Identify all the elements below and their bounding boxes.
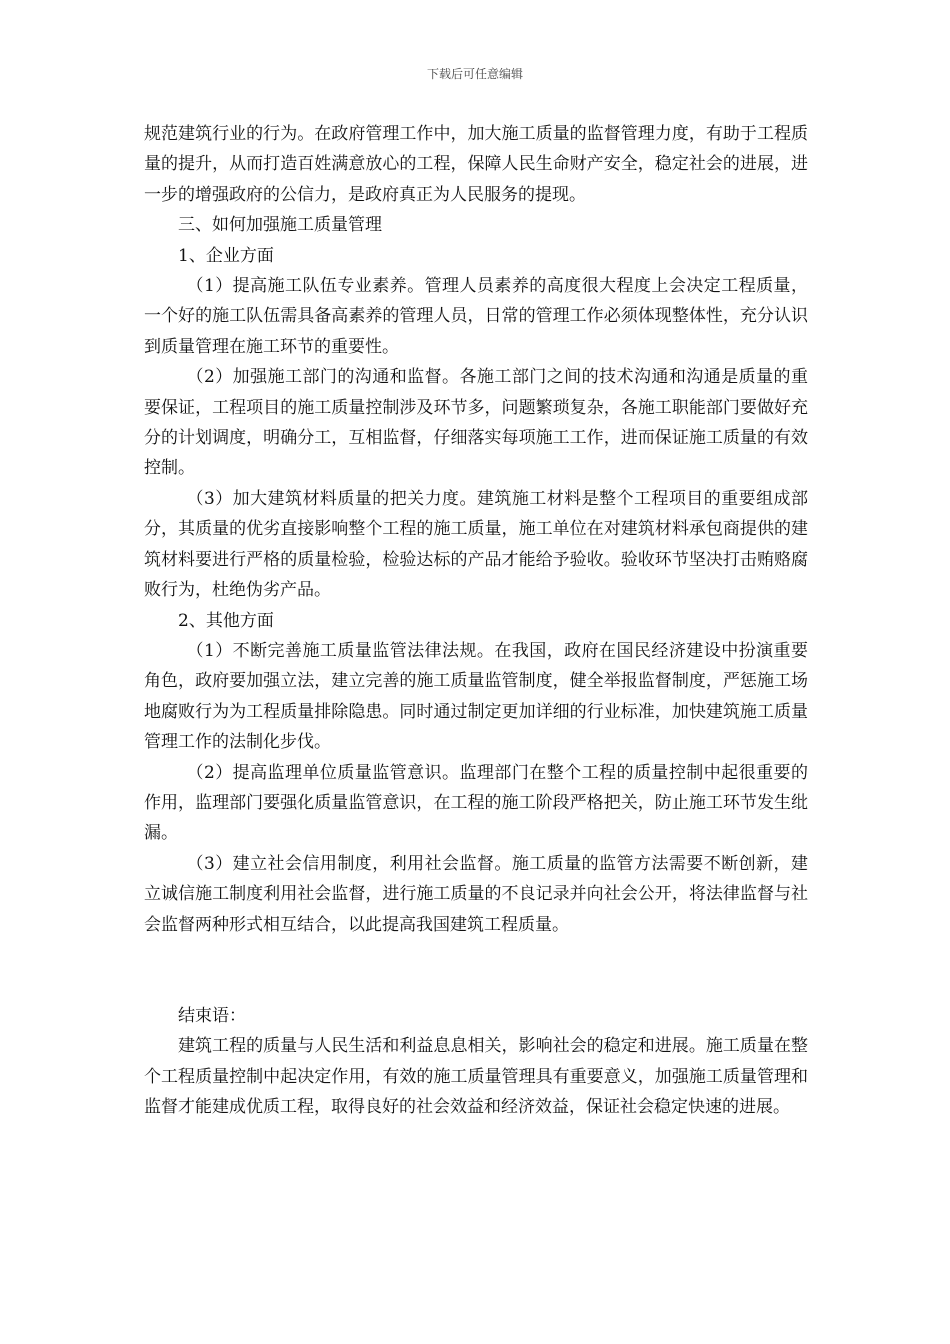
conclusion-heading: 结束语：: [178, 1005, 246, 1026]
conclusion-paragraph: 建筑工程的质量与人民生活和利益息息相关，影响社会的稳定和进展。施工质量在整个工程质量控制中起决定作用，有效的施工质量管理具有重要意义，加强施工质量管理和监督才能建成优质工程，取得良好的社会效益和经济效益，保证社会稳定快速的进展。: [144, 1036, 808, 1118]
other-point-1: （1）不断完善施工质量监管法律法规。在我国，政府在国民经济建设中扮演重要角色，政府要加强立法，建立完善的施工质量监管制度，健全举报监督制度，严惩施工场地腐败行为为工程质量排除隐患。同时通过制定更加详细的行业标准，加快建筑施工质量管理工作的法制化步伐。: [144, 640, 808, 753]
document-body: [144, 119, 808, 1123]
blank-gap: [144, 940, 808, 1001]
page-header-note: 下载后可任意编辑: [426, 67, 523, 81]
enterprise-point-2: （2）加强施工部门的沟通和监督。各施工部门之间的技术沟通和沟通是质量的重要保证，工程项目的施工质量控制涉及环节多，问题繁琐复杂，各施工职能部门要做好充分的计划调度，明确分工，互相监督，仔细落实每项施工工作，进而保证施工质量的有效控制。: [144, 367, 808, 479]
enterprise-point-1: （1）提高施工队伍专业素养。管理人员素养的高度很大程度上会决定工程质量，一个好的施工队伍需具备高素养的管理人员，日常的管理工作必须体现整体性，充分认识到质量管理在施工环节的重要性。: [144, 276, 808, 357]
other-point-2: （2）提高监理单位质量监管意识。监理部门在整个工程的质量控制中起很重要的作用，监理部门要强化质量监管意识，在工程的施工阶段严格把关，防止施工环节发生纰漏。: [144, 762, 808, 844]
other-heading: 2、其他方面: [178, 610, 274, 631]
other-point-3: （3）建立社会信用制度，利用社会监督。施工质量的监管方法需要不断创新，建立诚信施工制度利用社会监督，进行施工质量的不良记录并向社会公开，将法律监督与社会监督两种形式相互结合，以此提高我国建筑工程质量。: [144, 853, 808, 935]
enterprise-point-3: （3）加大建筑材料质量的把关力度。建筑施工材料是整个工程项目的重要组成部分，其质量的优劣直接影响整个工程的施工质量，施工单位在对建筑材料承包商提供的建筑材料要进行严格的质量检验，检验达标的产品才能给予验收。验收环节坚决打击贿赂腐败行为，杜绝伪劣产品。: [144, 488, 808, 601]
section-3-heading: 三、如何加强施工质量管理: [178, 215, 382, 236]
enterprise-heading: 1、企业方面: [178, 245, 274, 266]
intro-paragraph: 规范建筑行业的行为。在政府管理工作中，加大施工质量的监督管理力度，有助于工程质量的提升，从而打造百姓满意放心的工程，保障人民生命财产安全，稳定社会的进展，进一步的增强政府的公信力，是政府真正为人民服务的提现。: [144, 124, 808, 205]
